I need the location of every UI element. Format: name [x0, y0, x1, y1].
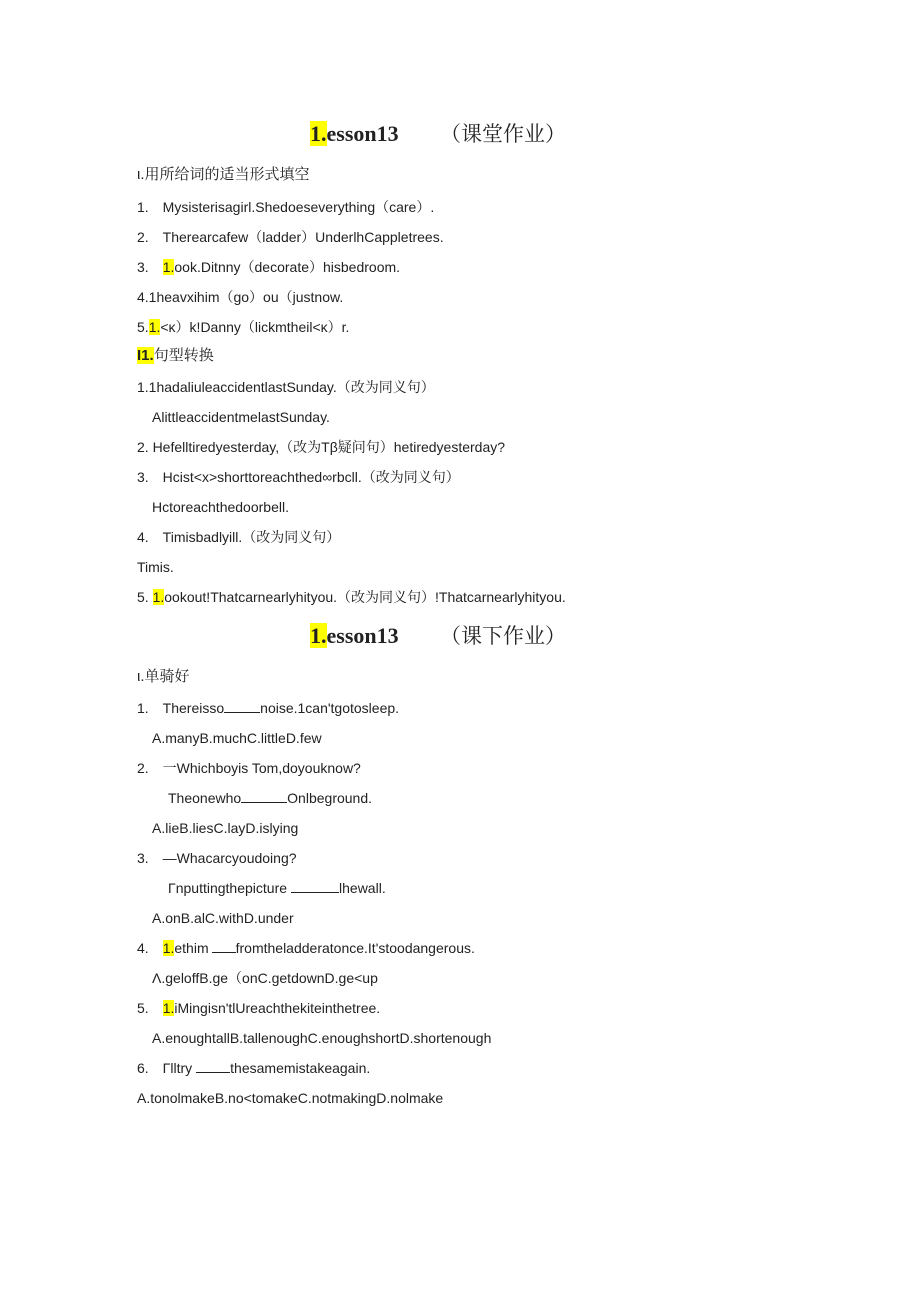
question-number: 3. [137, 259, 163, 275]
fill-question-4: 4.1heavxihim（go）ou（justnow. [137, 289, 344, 305]
question-number: 5. [137, 319, 149, 335]
highlight-mark: I1. [137, 347, 154, 364]
transform-question-3: 3. Hcist<x>shorttoreachthed∞rbcll.（改为同义句） [137, 469, 460, 485]
choice-options-3: A.onB.alC.withD.under [152, 910, 294, 926]
question-text: Theonewho [168, 790, 242, 806]
question-text: ethim [174, 940, 209, 956]
choice-options-1: A.manyB.muchC.littleD.few [152, 730, 322, 746]
question-text: noise.1can'tgotosleep. [260, 700, 400, 716]
highlight-mark: 1. [148, 319, 161, 335]
choice-question-3: 3. —Whacarcyoudoing? [137, 850, 297, 866]
question-text: 1. Thereisso [137, 700, 225, 716]
section-heading-fill-in: ι.用所给词的适当形式填空 [137, 166, 310, 183]
transform-question-5 [137, 588, 566, 606]
answer-blank [241, 790, 287, 803]
transform-answer-1: AlittleaccidentmelastSunday. [152, 409, 330, 425]
answer-blank [212, 940, 236, 953]
lesson-title-classwork [310, 120, 399, 148]
question-text: Onlbeground. [287, 790, 373, 806]
choice-options-2: A.lieB.liesC.layD.islying [152, 820, 299, 836]
answer-blank [291, 880, 339, 893]
title-note-classwork: （课堂作业） [440, 122, 566, 146]
question-text: 6. Γlltry [137, 1060, 193, 1076]
question-text: thesamemistakeagain. [230, 1060, 371, 1076]
question-text: ookout!Thatcarnearlyhityou.（改为同义句）!Thatcarnearlyhityou. [164, 589, 566, 605]
question-text: ook.Ditnny（decorate）hisbedroom. [174, 259, 401, 275]
fill-question-5 [137, 318, 349, 336]
highlight-mark: 1. [162, 259, 175, 275]
choice-question-3-reply [168, 879, 386, 897]
section-heading-transform [137, 346, 214, 366]
choice-question-6 [137, 1059, 370, 1077]
answer-blank [224, 700, 260, 713]
highlight-mark: 1. [162, 1000, 175, 1016]
question-number: 5. [137, 1000, 163, 1016]
fill-question-2: 2. Therearcafew（ladder）UnderlhCappletrees. [137, 229, 444, 245]
choice-options-4: Λ.geloffB.ge（onC.getdownD.ge<up [152, 970, 378, 986]
section-heading-choice: ι.单骑好 [137, 668, 190, 685]
fill-question-3 [137, 258, 400, 276]
section-heading-text: 句型转换 [153, 347, 214, 364]
choice-question-5 [137, 999, 380, 1017]
answer-blank [196, 1060, 230, 1073]
fill-question-1: 1. Mysisterisagirl.Shedoeseverything（care）. [137, 199, 435, 215]
question-text: <κ）k!Danny（lickmtheil<κ）r. [160, 319, 350, 335]
choice-question-4 [137, 939, 475, 957]
transform-answer-3: Hctoreachthedoorbell. [152, 499, 289, 515]
question-number: 5. [137, 589, 153, 605]
transform-question-1: 1.1hadaliuleaccidentlastSunday.（改为同义句） [137, 379, 435, 395]
question-number: 4. [137, 940, 163, 956]
title-text: esson13 [326, 623, 399, 648]
title-note-homework: （课下作业） [440, 624, 566, 648]
lesson-title-homework [310, 622, 399, 650]
title-highlight: 1. [310, 623, 327, 648]
question-text: iMingisn'tlUreachthekiteinthetree. [174, 1000, 381, 1016]
question-text: Γnputtingthepicture [168, 880, 288, 896]
choice-question-2: 2. 一Whichboyis Tom,doyouknow? [137, 760, 361, 776]
highlight-mark: 1. [152, 589, 165, 605]
question-text: lhewall. [339, 880, 386, 896]
transform-question-2: 2. Hefelltiredyesterday,（改为Tβ疑问句）hetiredyesterday? [137, 439, 506, 455]
transform-answer-4: Timis. [137, 559, 174, 575]
highlight-mark: 1. [162, 940, 175, 956]
choice-options-5: A.enoughtallB.tallenoughC.enoughshortD.shortenough [152, 1030, 492, 1046]
title-text: esson13 [326, 121, 399, 146]
question-text: fromtheladderatonce.It'stoodangerous. [235, 940, 475, 956]
choice-question-2-reply [168, 789, 372, 807]
choice-question-1 [137, 699, 399, 717]
title-highlight: 1. [310, 121, 327, 146]
transform-question-4: 4. Timisbadlyill.（改为同义句） [137, 529, 341, 545]
choice-options-6: A.tonolmakeB.no<tomakeC.notmakingD.nolmake [137, 1090, 444, 1106]
